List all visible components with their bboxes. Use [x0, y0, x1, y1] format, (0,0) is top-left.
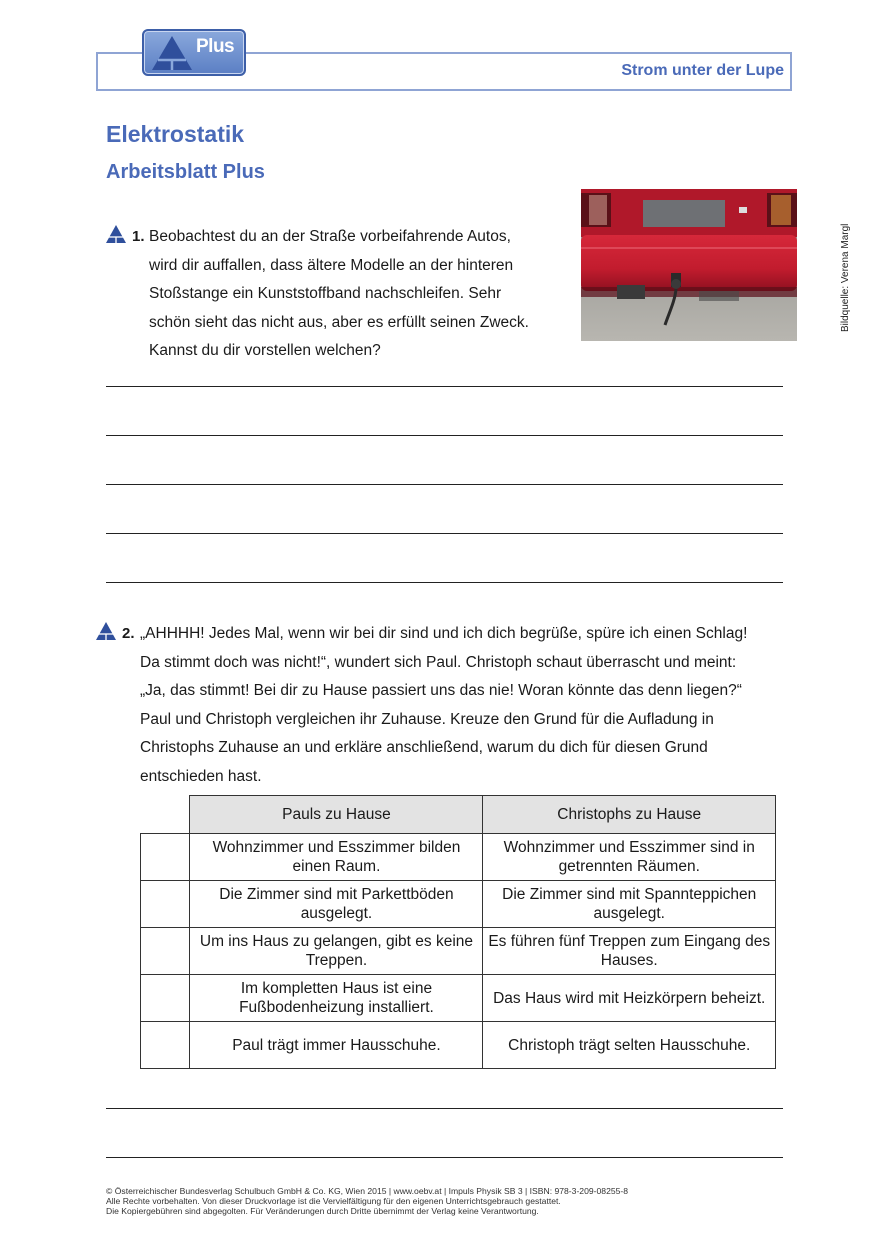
checkbox-cell[interactable] [141, 975, 190, 1022]
answer-line[interactable] [106, 1157, 783, 1158]
table-header-row [141, 796, 776, 834]
page-title: Elektrostatik [106, 121, 245, 147]
triangle-logo-icon [150, 34, 194, 72]
car-bumper-photo [581, 189, 797, 341]
table-row [141, 975, 776, 1022]
task-1-line: wird dir auffallen, dass ältere Modelle an der hinteren [149, 256, 514, 274]
checkbox-cell[interactable] [141, 1022, 190, 1069]
answer-line[interactable] [106, 1108, 783, 1109]
table-row [141, 928, 776, 975]
christophs-cell: Christoph trägt selten Hausschuhe. [483, 1022, 776, 1069]
task-1-line: schön sieht das nicht aus, aber es erfüllt seinen Zweck. [149, 313, 529, 331]
task-2-line: entschieden hast. [140, 767, 262, 785]
task-2-line: Christophs Zuhause an und erkläre anschließend, warum du dich für diesen Grund [140, 739, 708, 756]
car-bumper-illustration [581, 189, 797, 341]
answer-line[interactable] [106, 533, 783, 534]
task-2-line: „Ja, das stimmt! Bei dir zu Hause passiert uns das nie! Woran könnte das denn liegen?“ [140, 682, 742, 699]
footer-line: © Österreichischer Bundesverlag Schulbuch GmbH & Co. KG, Wien 2015 | www.oebv.at | Impuls Physik SB 3 | ISBN: 978-3-209-08255-8 [106, 1186, 629, 1196]
answer-line[interactable] [106, 435, 783, 436]
table-row [141, 881, 776, 928]
header-christophs-zuhause: Christophs zu Hause [483, 796, 776, 834]
christophs-cell: Wohnzimmer und Esszimmer sind in getrennten Räumen. [483, 834, 776, 881]
table-row [141, 834, 776, 881]
checkbox-cell[interactable] [141, 928, 190, 975]
christophs-cell: Das Haus wird mit Heizkörpern beheizt. [483, 975, 776, 1022]
task-1-line: Kannst du dir vorstellen welchen? [149, 342, 381, 359]
christophs-cell: Die Zimmer sind mit Spannteppichen ausgelegt. [483, 881, 776, 928]
page-subtitle: Arbeitsblatt Plus [106, 161, 265, 183]
task-2-number: 2. [122, 625, 135, 642]
table-row [141, 1022, 776, 1069]
task-2-line: Paul und Christoph vergleichen ihr Zuhause. Kreuze den Grund für die Aufladung in [140, 710, 714, 728]
header-pauls-zuhause: Pauls zu Hause [190, 796, 483, 834]
answer-line[interactable] [106, 386, 783, 387]
checkbox-cell[interactable] [141, 881, 190, 928]
pauls-cell: Wohnzimmer und Esszimmer bilden einen Raum. [190, 834, 483, 881]
task-1-text [149, 223, 529, 366]
footer-line: Alle Rechte vorbehalten. Von dieser Druckvorlage ist die Vervielfältigung für den eigenen Unterrichtsgebrauch gestattet. [106, 1196, 561, 1207]
christophs-cell: Es führen fünf Treppen zum Eingang des Hauses. [483, 928, 776, 975]
task-1-line: Beobachtest du an der Straße vorbeifahrende Autos, [149, 228, 511, 245]
copyright-footer [106, 1186, 628, 1217]
task-1-number: 1. [132, 228, 145, 245]
pauls-cell: Die Zimmer sind mit Parkettböden ausgelegt. [190, 881, 483, 928]
pauls-cell: Im kompletten Haus ist eine Fußbodenheizung installiert. [190, 975, 483, 1022]
logo-text: Plus [196, 36, 235, 57]
task-triangle-icon [106, 225, 126, 243]
task-2-line: Da stimmt doch was nicht!“, wundert sich Paul. Christoph schaut überrascht und meint: [140, 653, 737, 671]
photo-credit: Bildquelle: Verena Margl [840, 223, 851, 332]
footer-line: Die Kopiergebühren sind abgegolten. Für Veränderungen durch Dritte übernimmt der Verlag keine Verantwortung. [106, 1206, 539, 1217]
answer-line[interactable] [106, 582, 783, 583]
checkbox-cell[interactable] [141, 834, 190, 881]
series-title: Strom unter der Lupe [621, 62, 784, 79]
checkbox-column-header [141, 796, 190, 834]
pauls-cell: Paul trägt immer Hausschuhe. [190, 1022, 483, 1069]
plus-logo [142, 29, 246, 76]
pauls-cell: Um ins Haus zu gelangen, gibt es keine Treppen. [190, 928, 483, 975]
answer-line[interactable] [106, 484, 783, 485]
task-2-line: „AHHHH! Jedes Mal, wenn wir bei dir sind und ich dich begrüße, spüre ich einen Schlag! [140, 625, 748, 642]
task-1-line: Stoßstange ein Kunststoffband nachschleifen. Sehr [149, 285, 502, 302]
task-triangle-icon [96, 622, 116, 640]
task-2-text [140, 620, 747, 791]
comparison-table [140, 795, 776, 1069]
